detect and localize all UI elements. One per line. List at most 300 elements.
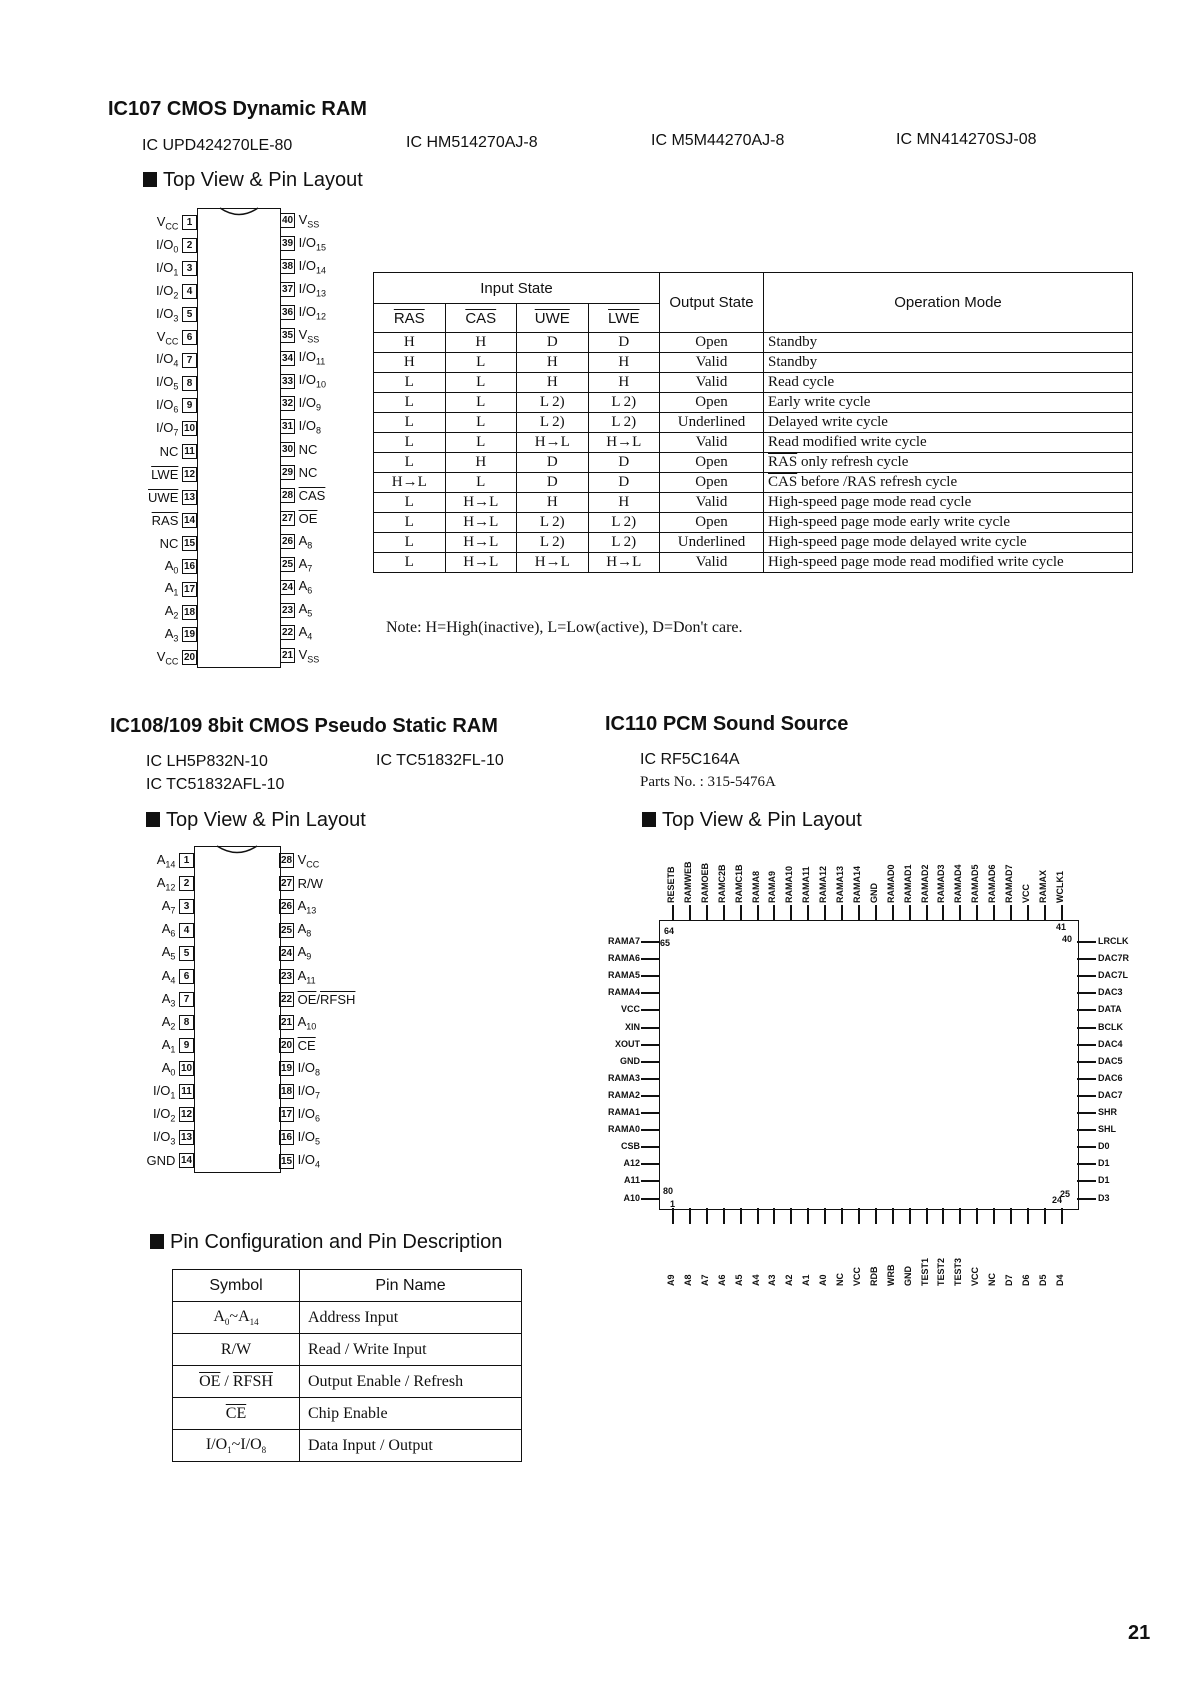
pin-lead [641, 1078, 659, 1080]
state-cell: H→L [445, 553, 517, 573]
ic110-layout-title: Top View & Pin Layout [642, 809, 862, 832]
pin-number: 5 [179, 946, 194, 961]
right-pin-dac7l: DAC7L [1098, 970, 1129, 981]
pin-lead [641, 1129, 659, 1131]
pin-number: 12 [183, 468, 196, 480]
corner-65: 65 [660, 938, 671, 948]
state-cell: Open [660, 333, 764, 353]
pin-lead [1077, 958, 1096, 960]
pin-number: 10 [180, 1063, 193, 1075]
bottom-pin-a8: A8 [682, 1274, 693, 1286]
ic108-part-3: IC TC51832AFL-10 [146, 776, 285, 793]
pin-lead [1077, 1009, 1096, 1011]
state-cell: H→L [517, 433, 589, 453]
pin-lead [892, 1208, 894, 1224]
state-cell: L [374, 433, 446, 453]
pin-number: 3 [182, 261, 197, 276]
operation-table-row [374, 433, 1133, 453]
pin-lead [689, 1208, 691, 1224]
pin-label: $I/O_2$ [156, 282, 179, 301]
pin-lead [790, 905, 792, 920]
pin-lead [959, 1208, 961, 1224]
ic107-table-note: Note: H=High(inactive), L=Low(active), D=Don't care. [386, 619, 743, 636]
state-cell: Underlined [660, 413, 764, 433]
pin-lead [1077, 1180, 1096, 1182]
ic107-pin-12 [151, 466, 197, 482]
top-pin-ramad7: RAMAD7 [1004, 864, 1014, 903]
pin-lead [1077, 1163, 1096, 1165]
pin-number: 11 [179, 1084, 194, 1099]
left-pin-rama6: RAMA6 [607, 953, 640, 964]
left-pin-a10: A10 [623, 1192, 640, 1203]
ic107-pin-24 [280, 578, 312, 596]
ic107-pin-8 [156, 374, 197, 392]
pin-lead [740, 905, 742, 920]
ic108-pin-28 [279, 852, 319, 870]
ic107-part-1: IC UPD424270LE-80 [142, 137, 293, 154]
ic108-pin-2 [157, 875, 194, 893]
pin-lead [942, 1208, 944, 1224]
pin-number: 10 [183, 423, 196, 435]
pin-number: 14 [183, 514, 196, 526]
state-cell: L 2) [517, 393, 589, 413]
ic107-pin-13 [148, 489, 197, 505]
ic107-pin-4 [156, 283, 197, 301]
pin-label: $I/O_2$ [153, 1106, 176, 1124]
pin-number: 25 [281, 558, 294, 570]
right-pin-data: DATA [1098, 1004, 1122, 1015]
pin-number: 23 [280, 970, 293, 982]
top-pin-rama9: RAMA9 [767, 870, 778, 903]
pin-label: $I/O_1$ [153, 1083, 176, 1101]
pin-lead [993, 1208, 995, 1224]
pin-lead [807, 905, 809, 920]
bottom-pin-a9: A9 [666, 1274, 676, 1286]
state-cell: L [374, 413, 446, 433]
state-cell: H [588, 493, 660, 513]
operation-table-row [374, 333, 1133, 353]
bottom-pin-rdb: RDB [868, 1266, 879, 1286]
pin-lead [1044, 1208, 1046, 1224]
ic107-pin-30 [280, 441, 317, 457]
corner-25: 25 [1060, 1189, 1071, 1199]
pin-lead [773, 905, 775, 920]
state-cell: H [517, 493, 589, 513]
pin-label: $V_{CC}$ [156, 649, 179, 667]
bottom-pin-a1: A1 [801, 1274, 812, 1286]
ic107-pin-28 [280, 487, 325, 503]
bottom-pin-nc: NC [835, 1273, 845, 1286]
state-cell: H→L [588, 433, 660, 453]
pin-lead [875, 1208, 877, 1224]
top-pin-ramoeb: RAMOEB [699, 863, 710, 903]
pin-label: $\overline{OE}$/RFSH [297, 991, 356, 1007]
pin-number: 33 [281, 375, 294, 387]
state-cell: D [517, 473, 589, 493]
operation-table-row [374, 533, 1133, 553]
pin-label: $A_0$ [161, 1059, 176, 1078]
operation-table-row [374, 353, 1133, 373]
pin-label: $I/O_{10}$ [298, 372, 326, 390]
bottom-pin-a7: A7 [699, 1274, 710, 1286]
col-lwe: $\overline{LWE}$ [608, 309, 640, 327]
pin-lead [740, 1208, 742, 1224]
ic108-pin-21 [279, 1014, 316, 1032]
pin-lead [1077, 941, 1096, 943]
top-pin-ramad1: RAMAD1 [902, 864, 913, 903]
top-pin-ramc1b: RAMC1B [733, 864, 744, 903]
pin-label: $A_7$ [161, 898, 176, 916]
state-cell: D [588, 473, 660, 493]
top-pin-vcc: VCC [1020, 883, 1031, 903]
state-cell: H [445, 453, 517, 473]
pin-label: $V_{SS}$ [298, 326, 320, 345]
operation-mode-cell: Early write cycle [764, 393, 1133, 413]
symbol-cell: $\overline{OE}$ / RFSH [173, 1366, 300, 1398]
left-pin-csb: CSB [620, 1141, 640, 1152]
pin-label: R/W [297, 876, 323, 892]
pin-number: 13 [183, 491, 196, 503]
pin-number: 4 [179, 923, 194, 938]
state-cell: L [374, 553, 446, 573]
pin-number: 31 [281, 421, 294, 433]
state-cell: L 2) [517, 413, 589, 433]
pin-number: 2 [182, 238, 197, 253]
right-pin-d3: D3 [1098, 1192, 1110, 1203]
ic108-pin-12 [153, 1106, 194, 1124]
operation-mode-cell: High-speed page mode read cycle [764, 493, 1133, 513]
left-pin-rama1: RAMA1 [607, 1107, 640, 1117]
col-cas: $\overline{CAS}$ [465, 309, 497, 327]
pin-lead [641, 1027, 659, 1029]
pin-lead [641, 1198, 659, 1200]
state-cell: L [374, 493, 446, 513]
pin-name-cell: Chip Enable [300, 1398, 522, 1430]
ic107-pin-34 [280, 349, 325, 367]
state-cell: H [517, 353, 589, 373]
pin-number: 21 [280, 1016, 293, 1028]
ic108-part-2: IC TC51832FL-10 [376, 752, 504, 769]
pin-lead [641, 1163, 659, 1165]
ic108-pin-6 [162, 968, 194, 986]
corner-41: 41 [1056, 922, 1067, 932]
ic108-pin-13 [153, 1129, 194, 1147]
ic107-pin-19 [165, 626, 197, 644]
right-pin-d1: D1 [1098, 1158, 1110, 1169]
pin-lead [824, 1208, 826, 1224]
top-pin-ramad4: RAMAD4 [953, 864, 964, 903]
pin-number: 20 [280, 1039, 293, 1051]
state-cell: D [517, 453, 589, 473]
ic107-pin-16 [165, 558, 197, 576]
pin-label: $I/O_{12}$ [298, 303, 326, 322]
chip-notch-icon [217, 845, 257, 855]
top-pin-ramad6: RAMAD6 [987, 864, 998, 903]
pin-label: $A_5$ [298, 601, 313, 619]
pin-number: 37 [281, 283, 294, 295]
ic108-pin-14 [146, 1152, 194, 1168]
state-cell: L [374, 393, 446, 413]
pin-lead [1061, 905, 1063, 920]
pin-label: $I/O_5$ [156, 374, 179, 392]
ic107-chip-body [197, 208, 281, 668]
bottom-pin-a4: A4 [750, 1274, 761, 1286]
right-pin-dac7: DAC7 [1098, 1089, 1123, 1100]
left-pin-rama0: RAMA0 [607, 1124, 640, 1135]
pin-name-cell: Read / Write Input [300, 1334, 522, 1366]
pin-label: $I/O_5$ [297, 1129, 320, 1147]
ic107-pin-23 [280, 601, 312, 619]
ic108-title: IC108/109 8bit CMOS Pseudo Static RAM [110, 715, 498, 737]
ic107-pin-33 [280, 372, 326, 390]
pin-number: 30 [281, 444, 294, 456]
ic108-part-1: IC LH5P832N-10 [146, 753, 268, 770]
bottom-pin-nc: NC [987, 1273, 998, 1286]
pin-label: $I/O_{14}$ [298, 257, 326, 276]
top-pin-ramweb: RAMWEB [682, 861, 693, 903]
state-cell: L [374, 453, 446, 473]
pin-number: 6 [179, 969, 194, 984]
corner-1: 1 [670, 1199, 676, 1209]
pin-lead [641, 975, 659, 977]
pin-label: $A_8$ [297, 921, 312, 939]
pin-label: $I/O_3$ [156, 305, 179, 324]
bottom-pin-a0: A0 [818, 1274, 829, 1286]
pin-label: $A_{12}$ [156, 875, 176, 893]
operation-table-row [374, 473, 1133, 493]
left-pin-a12: A12 [623, 1158, 640, 1169]
top-pin-rama13: RAMA13 [835, 865, 845, 903]
pin-label: $A_8$ [298, 532, 313, 551]
ic108-pin-15 [279, 1152, 320, 1170]
symbol-cell: $I/O_1\sim I/O_8$ [173, 1430, 300, 1462]
pin-lead [641, 1044, 659, 1046]
pin-label: $\overline{OE}$ [298, 510, 318, 526]
pin-lead [1077, 1078, 1096, 1080]
pin-number: 11 [182, 444, 197, 459]
state-cell: Valid [660, 553, 764, 573]
pin-number: 3 [179, 899, 194, 914]
left-pin-rama2: RAMA2 [607, 1089, 640, 1100]
pin-number: 22 [280, 993, 293, 1005]
ic107-pin-25 [280, 556, 312, 574]
pin-number: 18 [280, 1086, 293, 1098]
chip-notch-icon [220, 207, 258, 217]
pin-number: 9 [179, 1038, 194, 1053]
ic107-pin-27 [280, 510, 317, 526]
pin-label: $V_{SS}$ [298, 212, 320, 230]
ic107-pin-21 [280, 647, 319, 665]
bottom-pin-wrb: WRB [885, 1264, 896, 1286]
state-cell: H [588, 353, 660, 373]
operation-mode-cell: High-speed page mode read modified write cycle [764, 553, 1133, 573]
ic108-pin-1 [157, 852, 194, 870]
pin-lead [757, 905, 759, 920]
ic108-pin-19 [279, 1060, 320, 1078]
pin-config-row [173, 1430, 522, 1462]
pin-label: $A_2$ [164, 603, 179, 621]
operation-mode-cell: Delayed write cycle [764, 413, 1133, 433]
pin-lead [672, 905, 674, 920]
ic110-title: IC110 PCM Sound Source [605, 713, 849, 735]
pin-number: 6 [182, 330, 197, 345]
right-pin-d0: D0 [1098, 1141, 1110, 1152]
top-pin-rama11: RAMA11 [801, 866, 812, 903]
pin-lead [641, 958, 659, 960]
right-pin-dac5: DAC5 [1098, 1055, 1123, 1066]
left-pin-xout: XOUT [614, 1038, 640, 1049]
left-pin-gnd: GND [620, 1055, 640, 1066]
operation-table-row [374, 453, 1133, 473]
pin-number: 17 [280, 1109, 293, 1121]
pin-lead [706, 1208, 708, 1224]
state-cell: H→L [374, 473, 446, 493]
state-cell: H [374, 333, 446, 353]
pin-label: $I/O_6$ [156, 397, 179, 415]
input-state-header: Input State [374, 273, 660, 304]
ic108-pin-18 [279, 1083, 320, 1101]
pin-name-cell: Data Input / Output [300, 1430, 522, 1462]
corner-40: 40 [1062, 934, 1073, 944]
ic108-pin-3 [162, 898, 194, 916]
pin-label: $A_0$ [164, 557, 179, 576]
ic108-pin-27 [279, 875, 323, 891]
pin-number: 24 [281, 581, 294, 593]
pin-lead [641, 941, 659, 943]
pin-name-cell: Address Input [300, 1302, 522, 1334]
state-cell: L 2) [517, 513, 589, 533]
ic107-pin-37 [280, 281, 326, 299]
state-cell: H→L [588, 553, 660, 573]
pin-lead [976, 1208, 978, 1224]
pin-label: $I/O_1$ [156, 259, 179, 278]
pin-label: $I/O_8$ [298, 418, 321, 436]
pin-number: 27 [281, 512, 294, 524]
pin-label: $I/O_7$ [156, 420, 179, 438]
pin-label: $A_2$ [161, 1013, 176, 1032]
state-cell: L [445, 433, 517, 453]
pin-lead [1077, 1146, 1096, 1148]
pin-lead [706, 905, 708, 920]
pin-name-cell: Output Enable / Refresh [300, 1366, 522, 1398]
symbol-cell: R/W [173, 1334, 300, 1366]
ic107-pin-7 [156, 351, 197, 369]
top-pin-ramad5: RAMAD5 [970, 864, 981, 903]
pin-lead [1077, 992, 1096, 994]
left-pin-vcc: VCC [620, 1004, 640, 1015]
pin-label: $A_6$ [298, 578, 313, 596]
pin-label: $A_4$ [298, 624, 313, 642]
state-cell: D [588, 333, 660, 353]
ic107-pin-31 [280, 418, 321, 436]
pin-label: $I/O_7$ [297, 1083, 320, 1101]
pin-lead [641, 1146, 659, 1148]
left-pin-a11: A11 [623, 1175, 640, 1186]
right-pin-dac7r: DAC7R [1098, 953, 1130, 964]
pin-label: $I/O_{11}$ [298, 349, 326, 367]
ic107-pin-20 [157, 649, 197, 667]
pin-label: $I/O_9$ [298, 395, 321, 413]
left-pin-rama7: RAMA7 [607, 936, 640, 946]
pin-label: $A_{10}$ [297, 1013, 317, 1032]
state-cell: Valid [660, 353, 764, 373]
top-pin-rama10: RAMA10 [784, 865, 795, 903]
operation-mode-cell: High-speed page mode early write cycle [764, 513, 1133, 533]
state-cell: Valid [660, 373, 764, 393]
state-cell: D [588, 453, 660, 473]
ic107-pin-1 [157, 214, 197, 232]
pin-name-header: Pin Name [300, 1270, 522, 1302]
pin-number: 8 [179, 1015, 194, 1030]
top-pin-ramad3: RAMAD3 [936, 864, 947, 903]
state-cell: Open [660, 513, 764, 533]
ic108-pin-17 [279, 1106, 320, 1124]
state-cell: Open [660, 473, 764, 493]
pin-lead [689, 905, 691, 920]
top-pin-rama8: RAMA8 [750, 870, 761, 903]
operation-table-row [374, 373, 1133, 393]
pin-label: $A_{13}$ [297, 898, 317, 916]
top-pin-rama14: RAMA14 [851, 865, 862, 903]
state-cell: L [445, 353, 517, 373]
bullet-square-icon [642, 812, 656, 827]
pin-label: $A_{14}$ [156, 852, 176, 870]
pin-number: 38 [281, 261, 294, 273]
pin-lead [959, 905, 961, 920]
pin-config-row [173, 1334, 522, 1366]
left-pin-xin: XIN [624, 1021, 640, 1032]
bottom-pin-vcc: VCC [970, 1266, 981, 1286]
ic108-pin-23 [279, 968, 316, 986]
page-number: 21 [1128, 1622, 1151, 1644]
pin-lead [976, 905, 978, 920]
pin-lead [807, 1208, 809, 1224]
pin-lead [926, 1208, 928, 1224]
pin-number: 1 [179, 853, 194, 868]
ic108-pin-16 [279, 1129, 320, 1147]
pin-lead [1077, 1129, 1096, 1131]
pin-number: 4 [182, 284, 197, 299]
pin-number: 27 [280, 878, 293, 890]
ic107-pin-11 [160, 443, 197, 459]
pin-lead [993, 905, 995, 920]
state-cell: L [445, 393, 517, 413]
ic108-pin-26 [279, 898, 316, 916]
pin-lead [1027, 905, 1029, 920]
pin-lead [909, 905, 911, 920]
ic108-pin-24 [279, 944, 311, 962]
pin-label: $A_1$ [164, 580, 179, 598]
ic107-pin-18 [165, 603, 197, 621]
ic107-pin-32 [280, 395, 321, 413]
state-cell: L 2) [517, 533, 589, 553]
pin-lead [641, 1061, 659, 1063]
pin-lead [1077, 1112, 1096, 1114]
pin-number: 1 [182, 215, 197, 230]
pin-label: $A_6$ [161, 921, 176, 939]
bullet-square-icon [143, 172, 157, 187]
state-cell: L 2) [588, 393, 660, 413]
operation-table-row [374, 393, 1133, 413]
pin-label: $V_{SS}$ [298, 647, 320, 665]
pin-label: NC [298, 442, 318, 458]
pin-number: 21 [281, 650, 294, 662]
pin-label: $\overline{RAS}$ [151, 512, 179, 528]
bottom-pin-d5: D5 [1037, 1274, 1048, 1286]
pin-lead [641, 1009, 659, 1011]
pin-lead [841, 905, 843, 920]
bottom-pin-a5: A5 [733, 1274, 744, 1286]
